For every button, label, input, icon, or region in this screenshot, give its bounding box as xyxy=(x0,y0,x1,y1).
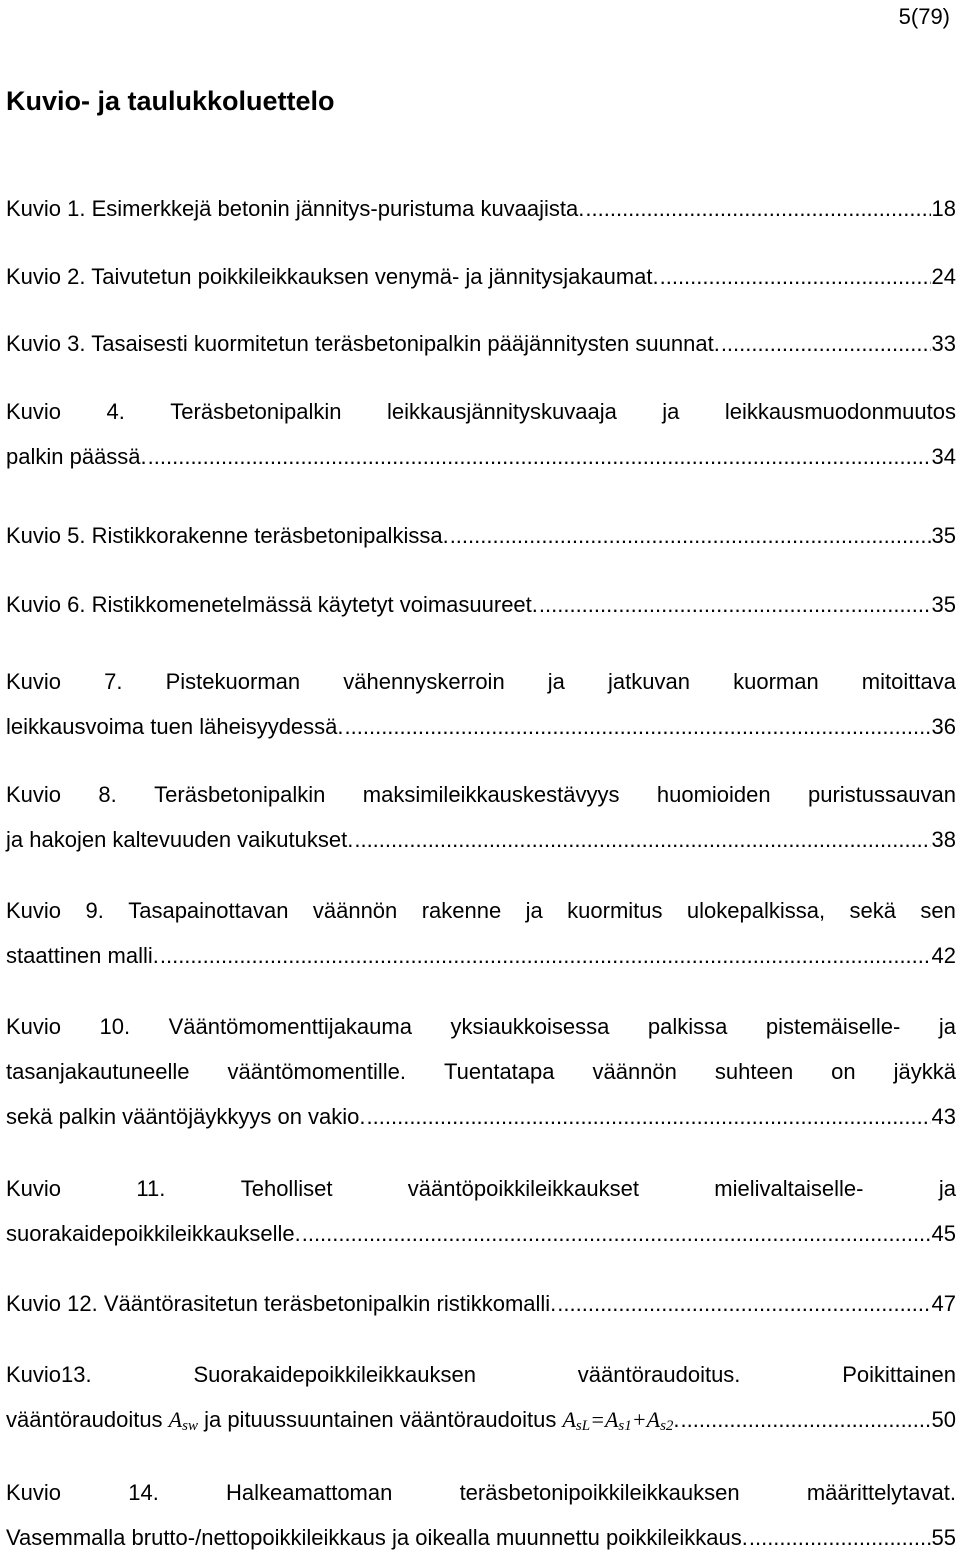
entry-word: suhteen xyxy=(714,1059,794,1084)
entry-word: jäykkä xyxy=(893,1059,956,1084)
dot-leader xyxy=(160,933,931,978)
entry-word: määrittelytavat. xyxy=(806,1480,956,1505)
entry-word: maksimileikkauskestävyys xyxy=(362,782,620,807)
entry-word: Kuvio xyxy=(6,782,62,807)
entry-word: Tuentatapa xyxy=(444,1059,555,1084)
figure-entry[interactable] xyxy=(6,513,956,558)
entry-line xyxy=(6,1352,956,1397)
entry-word: 10. xyxy=(99,1014,131,1039)
entry-word: puristussauvan xyxy=(808,782,956,807)
figure-entry[interactable] xyxy=(6,1166,956,1256)
entry-word: pistemäiselle- xyxy=(765,1014,901,1039)
entry-line xyxy=(6,1515,956,1560)
math-symbol: $A_{s1}$ xyxy=(604,1407,632,1434)
figure-entry[interactable] xyxy=(6,772,956,862)
entry-word: ja xyxy=(938,1176,956,1201)
entry-word: väännön xyxy=(592,1059,677,1084)
entry-text: Kuvio 5. Ristikkorakenne teräsbetonipalkissa. xyxy=(6,523,449,548)
dot-leader xyxy=(148,434,931,479)
entry-word: mielivaltaiselle- xyxy=(714,1176,864,1201)
entry-page-number: 38 xyxy=(931,827,956,852)
entry-page-number: 42 xyxy=(931,943,956,968)
entry-word: Poikittainen xyxy=(842,1362,956,1387)
entry-line xyxy=(6,772,956,817)
entry-text: Kuvio 6. Ristikkomenetelmässä käytetyt voimasuureet. xyxy=(6,592,538,617)
entry-word: vähennyskerroin xyxy=(343,669,505,694)
math-symbol: $A_{s2}$ xyxy=(646,1407,674,1434)
entry-word: tasanjakautuneelle xyxy=(6,1059,190,1084)
entry-line xyxy=(6,1470,956,1515)
dot-leader xyxy=(539,582,931,627)
math-subscript: sL xyxy=(575,1418,591,1434)
entry-page-number: 45 xyxy=(931,1221,956,1246)
entry-line xyxy=(6,321,956,366)
entry-word: vääntöraudoitus. xyxy=(577,1362,741,1387)
entry-word: Kuvio xyxy=(6,399,62,424)
math-symbol: $A_{sw}$ xyxy=(168,1407,198,1434)
entry-line xyxy=(6,888,956,933)
entry-word: ja xyxy=(662,399,680,424)
entry-word: yksiaukkoisessa xyxy=(450,1014,610,1039)
entry-word: Teräsbetonipalkin xyxy=(154,782,326,807)
entry-word: sekä xyxy=(849,898,896,923)
figure-entry[interactable] xyxy=(6,321,956,366)
dot-leader xyxy=(302,1211,931,1256)
dot-leader xyxy=(660,254,931,299)
entry-word: leikkausmuodonmuutos xyxy=(724,399,956,424)
entry-word: Vääntömomenttijakauma xyxy=(168,1014,412,1039)
entry-word: Kuvio13. xyxy=(6,1362,92,1387)
entry-text: palkin päässä. xyxy=(6,444,147,469)
math-operator: + xyxy=(631,1407,647,1432)
figure-entry[interactable] xyxy=(6,1352,956,1442)
entry-text: sekä palkin vääntöjäykkyys on vakio. xyxy=(6,1104,366,1129)
entry-line xyxy=(6,1281,956,1326)
entry-word: 7. xyxy=(104,669,123,694)
entry-page-number: 24 xyxy=(931,264,956,289)
entry-word: sen xyxy=(920,898,956,923)
entry-word: kuorman xyxy=(733,669,819,694)
entry-word: mitoittava xyxy=(861,669,956,694)
entry-word: väännön xyxy=(312,898,398,923)
entry-line xyxy=(6,704,956,749)
math-operator: = xyxy=(590,1407,605,1432)
figure-entry[interactable] xyxy=(6,1281,956,1326)
entry-line xyxy=(6,659,956,704)
entry-page-number: 18 xyxy=(931,196,956,221)
entry-word: 4. xyxy=(106,399,125,424)
entry-word: Suorakaidepoikkileikkauksen xyxy=(193,1362,476,1387)
entry-line xyxy=(6,186,956,231)
entry-line xyxy=(6,817,956,862)
entry-text: Kuvio 12. Vääntörasitetun teräsbetonipalkin ristikkomalli. xyxy=(6,1291,557,1316)
entry-word: 8. xyxy=(98,782,117,807)
entry-page-number: 35 xyxy=(931,523,956,548)
entry-word: kuormitus xyxy=(567,898,663,923)
entry-word: ja xyxy=(938,1014,956,1039)
entry-word: 9. xyxy=(85,898,104,923)
entry-word: vääntöpoikkileikkaukset xyxy=(407,1176,639,1201)
entry-word: rakenne xyxy=(421,898,502,923)
entry-line xyxy=(6,1397,956,1442)
entry-page-number: 43 xyxy=(931,1104,956,1129)
entry-word: Kuvio xyxy=(6,1014,62,1039)
entry-word: huomioiden xyxy=(656,782,771,807)
dot-leader xyxy=(367,1094,931,1139)
entry-line xyxy=(6,434,956,479)
dot-leader xyxy=(354,817,930,862)
entry-word: palkissa xyxy=(647,1014,728,1039)
figure-entry[interactable] xyxy=(6,582,956,627)
entry-text: Kuvio 2. Taivutetun poikkileikkauksen venymä- ja jännitysjakaumat. xyxy=(6,264,659,289)
entry-page-number: 33 xyxy=(931,331,956,356)
entry-text: leikkausvoima tuen läheisyydessä. xyxy=(6,714,344,739)
entry-text: staattinen malli. xyxy=(6,943,159,968)
entry-line xyxy=(6,1004,956,1049)
entry-text: Kuvio 1. Esimerkkejä betonin jännitys-puristuma kuvaajista. xyxy=(6,196,585,221)
math-subscript: s1 xyxy=(618,1418,632,1434)
entry-word: Tasapainottavan xyxy=(128,898,289,923)
figure-entry[interactable] xyxy=(6,389,956,479)
figure-entry[interactable] xyxy=(6,1470,956,1560)
entry-page-number: 55 xyxy=(931,1525,956,1550)
entry-word: vääntömomentille. xyxy=(227,1059,407,1084)
entry-line xyxy=(6,933,956,978)
figure-entry[interactable] xyxy=(6,1004,956,1139)
entry-line xyxy=(6,1166,956,1211)
entry-line xyxy=(6,1211,956,1256)
entry-page-number: 34 xyxy=(931,444,956,469)
dot-leader xyxy=(721,321,931,366)
dot-leader xyxy=(749,1515,931,1560)
entry-word: Teräsbetonipalkin xyxy=(170,399,342,424)
entry-word: ulokepalkissa, xyxy=(686,898,826,923)
entry-word: 11. xyxy=(136,1176,166,1201)
entry-page-number: 36 xyxy=(931,714,956,739)
entry-word: teräsbetonipoikkileikkauksen xyxy=(459,1480,740,1505)
entry-word: Teholliset xyxy=(240,1176,333,1201)
entry-word: Kuvio xyxy=(6,898,62,923)
dot-leader xyxy=(557,1281,930,1326)
entry-text: Vasemmalla brutto-/nettopoikkileikkaus ja oikealla muunnettu poikkileikkaus. xyxy=(6,1525,748,1550)
figure-entry[interactable] xyxy=(6,888,956,978)
entry-word: Halkeamattoman xyxy=(226,1480,393,1505)
math-symbol: $A_{sL}$ xyxy=(562,1407,591,1434)
entry-line xyxy=(6,513,956,558)
entry-word: jatkuvan xyxy=(608,669,690,694)
page-number: 5(79) xyxy=(898,4,950,29)
page-title: Kuvio- ja taulukkoluettelo xyxy=(6,86,335,116)
math-subscript: s2 xyxy=(660,1418,674,1434)
entry-word: on xyxy=(831,1059,856,1084)
entry-line xyxy=(6,582,956,627)
dot-leader xyxy=(450,513,931,558)
entry-page-number: 35 xyxy=(931,592,956,617)
figure-entry[interactable] xyxy=(6,254,956,299)
entry-word: Kuvio xyxy=(6,1480,62,1505)
dot-leader xyxy=(681,1397,931,1442)
entry-text: ja hakojen kaltevuuden vaikutukset. xyxy=(6,827,354,852)
entry-word: Kuvio xyxy=(6,669,62,694)
figure-entry[interactable] xyxy=(6,659,956,749)
entry-line xyxy=(6,1094,956,1139)
entry-line xyxy=(6,1049,956,1094)
entry-word: ja xyxy=(547,669,565,694)
entry-text: suorakaidepoikkileikkaukselle. xyxy=(6,1221,301,1246)
math-subscript: sw xyxy=(182,1418,198,1434)
entry-word: Pistekuorman xyxy=(165,669,301,694)
entry-line xyxy=(6,254,956,299)
entry-word: 14. xyxy=(128,1480,159,1505)
entry-page-number: 50 xyxy=(931,1407,956,1432)
dot-leader xyxy=(345,704,931,749)
entry-word: leikkausjännityskuvaaja xyxy=(386,399,617,424)
entry-page-number: 47 xyxy=(931,1291,956,1316)
entry-text: vääntöraudoitus $A_{sw}$ ja pituussuuntainen vääntöraudoitus $A_{sL}=A_{s1}+A_{s2}$. xyxy=(6,1407,680,1434)
dot-leader xyxy=(585,186,930,231)
entry-word: ja xyxy=(525,898,543,923)
figure-entry[interactable] xyxy=(6,186,956,231)
entry-word: Kuvio xyxy=(6,1176,62,1201)
entry-text: Kuvio 3. Tasaisesti kuormitetun teräsbetonipalkin pääjännitysten suunnat. xyxy=(6,331,720,356)
entry-line xyxy=(6,389,956,434)
